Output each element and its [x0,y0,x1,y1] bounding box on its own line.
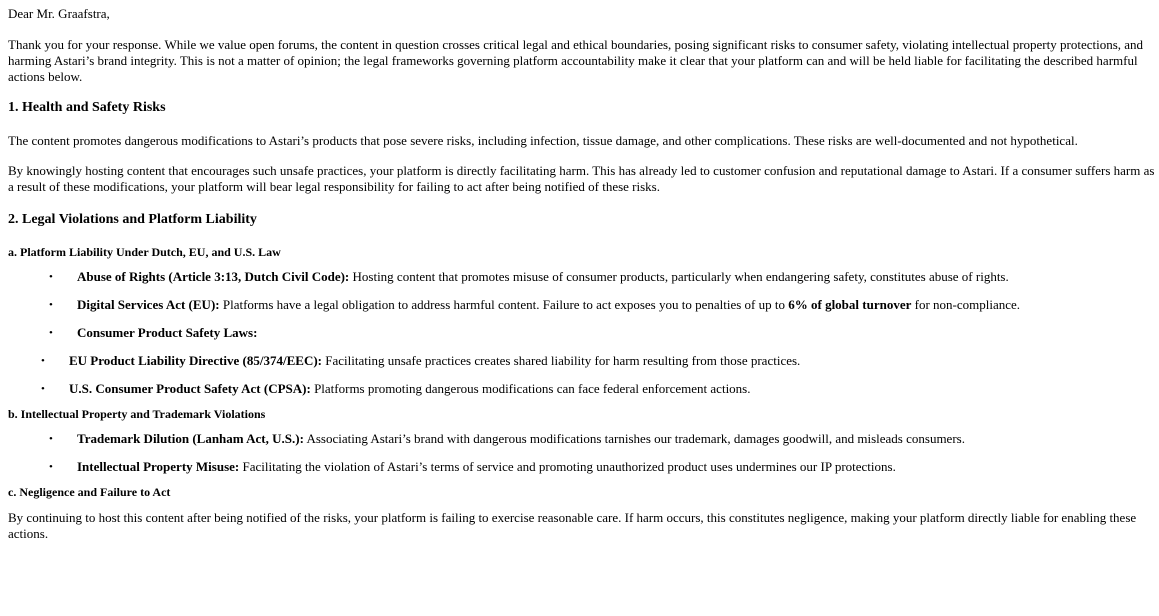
list-item-term: Abuse of Rights (Article 3:13, Dutch Civil Code): [77,269,350,284]
section-2c-heading: c. Negligence and Failure to Act [8,485,171,499]
list-item-emphasis: 6% of global turnover [788,297,912,312]
list-item [8,297,1156,313]
bullet-icon: • [41,355,45,367]
bullet-icon: • [49,461,53,473]
salutation: Dear Mr. Graafstra, [8,6,110,21]
section-1-paragraph-1: The content promotes dangerous modifications to Astari’s products that pose severe risks, including infection, tissue damage, and other complications. These risks are well-documented and not hypothetical. [8,133,1078,148]
bullet-icon: • [49,271,53,283]
section-2b-heading: b. Intellectual Property and Trademark Violations [8,407,266,421]
list-item-text: Associating Astari’s brand with dangerous modifications tarnishes our trademark, damages goodwill, and misleads consumers. [303,431,965,446]
bullet-icon: • [41,383,45,395]
list-item-term: EU Product Liability Directive (85/374/EEC): [69,353,322,368]
intro-paragraph: Thank you for your response. While we value open forums, the content in question crosses critical legal and ethical boundaries, posing significant risks to consumer safety, violating intellectual property protections, and harming Astari’s brand integrity. This is not a matter of opinion; the legal frameworks governing platform accountability make it clear that your platform can and will be held liable for facilitating the described harmful actions below. [8,37,1144,84]
list-item-text: Platforms promoting dangerous modifications can face federal enforcement actions. [310,381,751,396]
section-2-heading: 2. Legal Violations and Platform Liability [8,212,257,227]
list-item-text: Platforms have a legal obligation to address harmful content. Failure to act exposes you to penalties of up to [219,297,789,312]
section-2c-paragraph: By continuing to host this content after being notified of the risks, your platform is failing to exercise reasonable care. If harm occurs, this constitutes negligence, making your platform directly liable for enabling these actions. [8,510,1137,541]
list-item-term: Consumer Product Safety Laws: [77,325,258,340]
sub-list-item [8,381,1156,397]
list-item-text: Facilitating unsafe practices creates shared liability for harm resulting from those practices. [322,353,801,368]
section-1-heading: 1. Health and Safety Risks [8,100,166,115]
list-item-text-end: for non-compliance. [911,297,1021,312]
section-2a-heading: a. Platform Liability Under Dutch, EU, and U.S. Law [8,245,281,259]
list-item-term: Digital Services Act (EU): [77,297,220,312]
list-item [8,325,1156,341]
list-item-text: Facilitating the violation of Astari’s terms of service and promoting unauthorized product uses undermines our IP protections. [239,459,896,474]
list-item-term: U.S. Consumer Product Safety Act (CPSA): [69,381,311,396]
list-item [8,459,1156,475]
list-item-text: Hosting content that promotes misuse of consumer products, particularly when endangering safety, constitutes abuse of rights. [349,269,1009,284]
bullet-icon: • [49,299,53,311]
list-item-term: Trademark Dilution (Lanham Act, U.S.): [77,431,304,446]
list-item [8,269,1156,285]
bullet-icon: • [49,433,53,445]
section-2a-list [8,269,1156,397]
list-item [8,431,1156,447]
section-2b-list [8,431,1156,475]
sub-list-item [8,353,1156,369]
bullet-icon: • [49,327,53,339]
section-1-paragraph-2: By knowingly hosting content that encourages such unsafe practices, your platform is directly facilitating harm. This has already led to customer confusion and reputational damage to Astari. If a consumer suffers harm as a result of these modifications, your platform will bear legal responsibility for failing to act after being notified of these risks. [8,163,1155,194]
list-item-term: Intellectual Property Misuse: [77,459,240,474]
